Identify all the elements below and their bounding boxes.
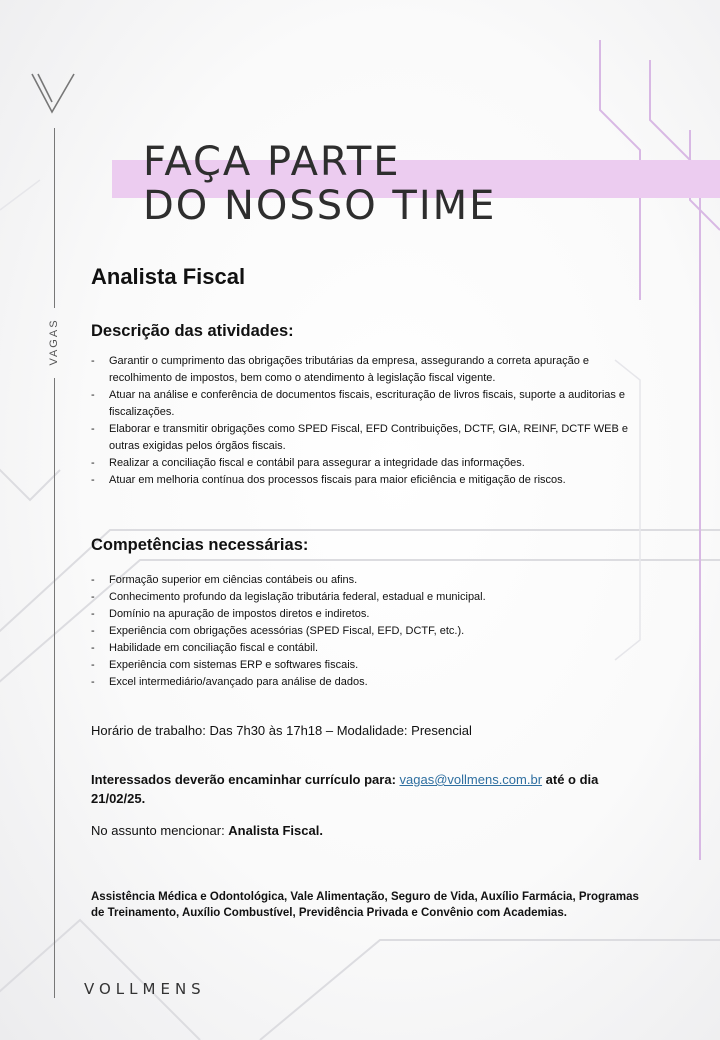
subject-value: Analista Fiscal. (228, 823, 323, 838)
work-schedule: Horário de trabalho: Das 7h30 às 17h18 – Modalidade: Presencial (91, 723, 472, 738)
list-item: - Habilidade em conciliação fiscal e contábil. (91, 640, 641, 657)
list-item: - Conhecimento profundo da legislação tributária federal, estadual e municipal. (91, 589, 641, 606)
sidebar-vagas-label: VAGAS (48, 318, 60, 366)
email-subject-instructions (91, 823, 323, 838)
list-item: - Formação superior em ciências contábeis ou afins. (91, 572, 641, 589)
list-item: - Experiência com sistemas ERP e softwares fiscais. (91, 657, 641, 674)
job-title: Analista Fiscal (91, 264, 246, 289)
sidebar-rail-bottom (54, 378, 55, 998)
application-instructions (91, 770, 651, 808)
application-email-link[interactable]: vagas@vollmens.com.br (399, 772, 543, 787)
headline-line-1: FAÇA PARTE (143, 139, 401, 185)
competencies-section-title: Competências necessárias: (91, 536, 309, 554)
sidebar-rail-top (54, 128, 55, 308)
list-item: - Garantir o cumprimento das obrigações tributárias da empresa, assegurando a correta apuração e recolhimento de impostos, bem como o atendimento à legislação fiscal vigente. (91, 353, 641, 387)
list-item: - Realizar a conciliação fiscal e contábil para assegurar a integridade das informações. (91, 455, 641, 472)
list-item: - Atuar em melhoria contínua dos processos fiscais para maior eficiência e mitigação de riscos. (91, 472, 641, 489)
activities-list (91, 353, 641, 489)
footer-brand-wordmark: VOLLMENS (84, 980, 206, 998)
headline-line-2: DO NOSSO TIME (143, 183, 497, 229)
subject-prefix: No assunto mencionar: (91, 823, 229, 838)
list-item: - Domínio na apuração de impostos diretos e indiretos. (91, 606, 641, 623)
page-headline (143, 140, 496, 228)
list-item: - Experiência com obrigações acessórias (SPED Fiscal, EFD, DCTF, etc.). (91, 623, 641, 640)
application-prefix: Interessados deverão encaminhar currículo para: (91, 772, 400, 787)
vollmens-logo-icon (30, 70, 80, 115)
list-item: - Elaborar e transmitir obrigações como SPED Fiscal, EFD Contribuições, DCTF, GIA, REINF, DCTF WEB e outras exigidas pelos órgãos fiscais. (91, 421, 641, 455)
competencies-list (91, 572, 641, 691)
benefits-list: Assistência Médica e Odontológica, Vale Alimentação, Seguro de Vida, Auxílio Farmácia, Programas de Treinamento, Auxílio Combustível, Previdência Privada e Convênio com Academias. (91, 891, 639, 919)
activities-section-title: Descrição das atividades: (91, 322, 294, 340)
application-deadline: até o dia 21/02/25. (91, 772, 599, 806)
list-item: - Excel intermediário/avançado para análise de dados. (91, 674, 641, 691)
list-item: - Atuar na análise e conferência de documentos fiscais, escrituração de livros fiscais, suporte a auditorias e fiscalizações. (91, 387, 641, 421)
